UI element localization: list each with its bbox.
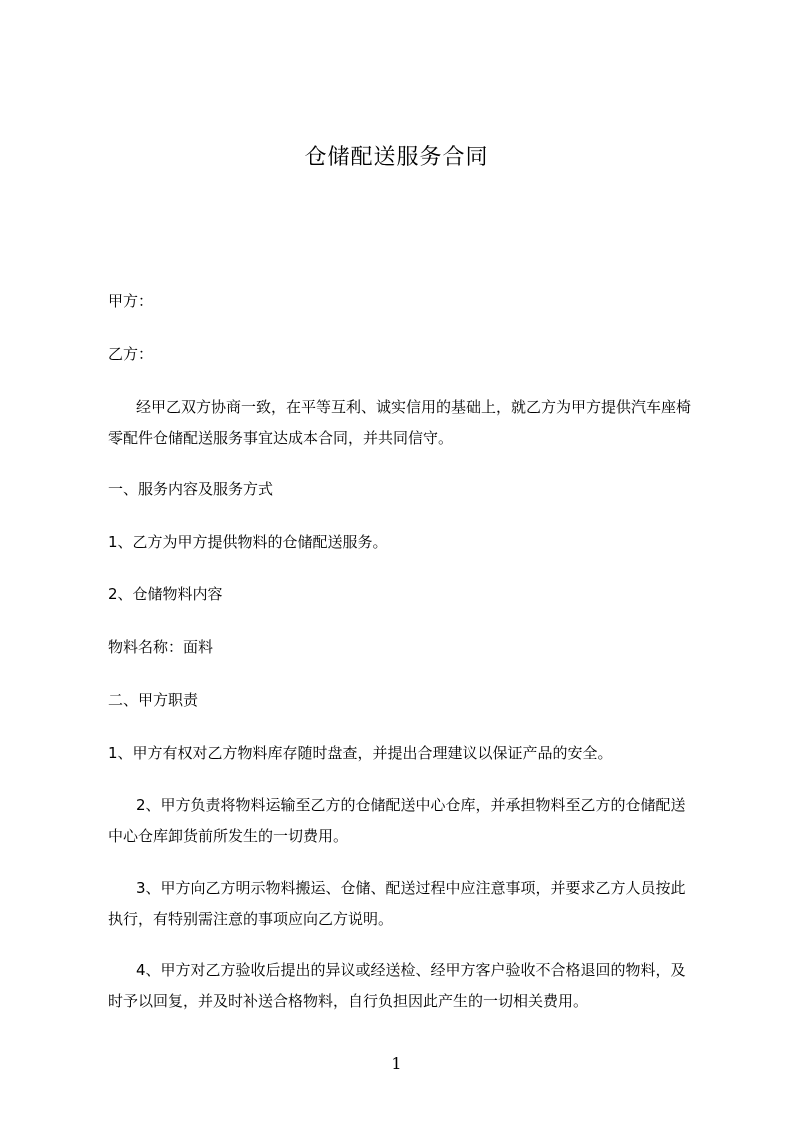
section-1-item-1: 1、乙方为甲方提供物料的仓储配送服务。 [108, 533, 388, 551]
section-2-heading: 二、甲方职责 [108, 691, 199, 709]
party-a-label: 甲方： [108, 292, 154, 310]
section-2-item-4: 4、甲方对乙方验收后提出的异议或经送检、经甲方客户验收不合格退回的物料，及时予以回复，并及时补送合格物料，自行负担因此产生的一切相关费用。 [108, 961, 686, 1010]
section-1-item-2: 2、仓储物料内容 [108, 585, 223, 603]
section-2-item-3: 3、甲方向乙方明示物料搬运、仓储、配送过程中应注意事项，并要求乙方人员按此执行，有特别需注意的事项应向乙方说明。 [108, 879, 686, 928]
section-2-item-2: 2、甲方负责将物料运输至乙方的仓储配送中心仓库，并承担物料至乙方的仓储配送中心仓库卸货前所发生的一切费用。 [108, 796, 686, 845]
section-1-heading: 一、服务内容及服务方式 [108, 480, 274, 498]
page-number: 1 [391, 1054, 402, 1073]
preamble-paragraph: 经甲乙双方协商一致，在平等互利、诚实信用的基础上，就乙方为甲方提供汽车座椅零配件仓储配送服务事宜达成本合同，并共同信守。 [108, 398, 692, 447]
party-b-label: 乙方： [108, 345, 154, 363]
section-2-item-1: 1、甲方有权对乙方物料库存随时盘查，并提出合理建议以保证产品的安全。 [108, 744, 613, 762]
material-name: 物料名称：面料 [108, 638, 214, 656]
document-title: 仓储配送服务合同 [304, 145, 489, 170]
